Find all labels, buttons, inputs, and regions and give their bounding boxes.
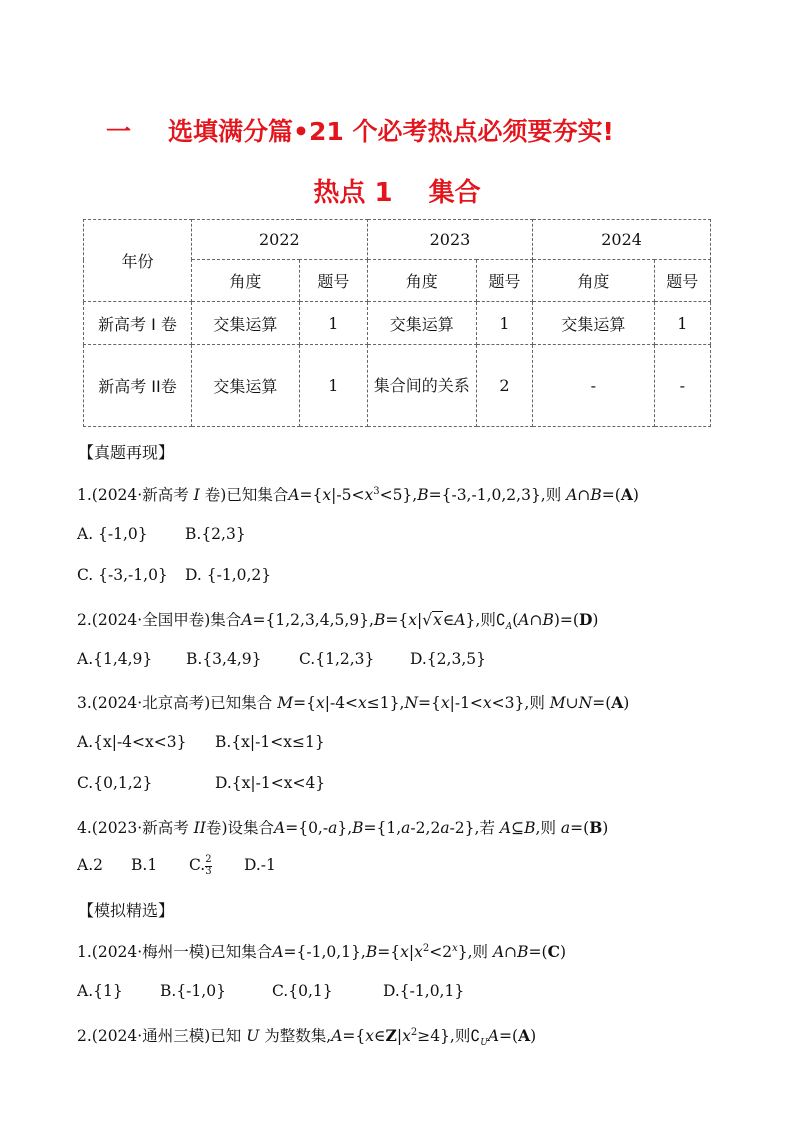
question-1-options — [77, 525, 246, 543]
mock-question-2: 2.(2024·通州三模)已知 U 为整数集$,A=\{x\in Z|x^2\ge 4\}$,则$∁_UA=(A)$ — [77, 1026, 537, 1049]
mock-question-1: 1.(2024·梅州一模)已知集合$A=\{-1,0,1\},B=\{x|x^2<2^x\}$,则 A∩B=(C) — [77, 942, 566, 961]
chapter-number: 一 — [106, 117, 132, 146]
hotspot-label: 热点 1 — [313, 178, 393, 208]
option: D. {-1,0,2} — [185, 566, 272, 584]
section-real-exam: 【真题再现】 — [78, 443, 175, 462]
table-cell: - — [533, 345, 654, 427]
year-header: 年份 — [84, 220, 192, 302]
section-mock: 【模拟精选】 — [78, 901, 175, 920]
number-header: 题号 — [476, 260, 532, 302]
option: D.{x|-1<x<4} — [215, 774, 326, 792]
table-cell: 交集运算 — [191, 345, 299, 427]
option: B.{x|-1<x≤1} — [215, 733, 325, 751]
option: C. $\frac{2}{3}$ — [189, 854, 212, 877]
option: B.{-1,0} — [160, 982, 226, 1000]
option: D.-1 — [244, 856, 276, 874]
option: D.{-1,0,1} — [383, 982, 465, 1000]
table-cell: 交集运算 — [367, 302, 476, 345]
year-2022: 2022 — [191, 220, 367, 260]
table-cell: 2 — [476, 345, 532, 427]
angle-header: 角度 — [533, 260, 654, 302]
question-3-options — [77, 774, 325, 792]
chapter-title-text: 选填满分篇•21 个必考热点必须要夯实! — [168, 117, 614, 146]
number-header: 题号 — [654, 260, 710, 302]
table-cell: 交集运算 — [533, 302, 654, 345]
table-cell: 1 — [299, 302, 367, 345]
question-1-options — [77, 566, 271, 584]
row-name: 新高考 II卷 — [84, 345, 192, 427]
hotspot-topic: 集合 — [428, 178, 481, 208]
option: A.2 — [77, 856, 103, 874]
option: C. {-3,-1,0} — [77, 566, 168, 584]
question-3: 3.(2024·北京高考)已知集合 M={x|-4<x≤1},N={x|-1<x<3},则 M∪N=(A) — [77, 693, 630, 712]
option: C.{1,2,3} — [299, 650, 375, 668]
question-2: 2.(2024·全国甲卷)集合A={1,2,3,4,5,9},B={x|√x∈A},则$∁_A(A\cap B)=(D)$ — [77, 610, 599, 633]
table-cell: 1 — [476, 302, 532, 345]
year-2023: 2023 — [367, 220, 532, 260]
chapter-title — [0, 112, 794, 152]
table-cell: - — [654, 345, 710, 427]
fraction: $\frac{2}{3}$ — [205, 854, 212, 877]
option: A.{1} — [77, 982, 123, 1000]
question-4-options — [77, 852, 276, 878]
option: B.{3,4,9} — [186, 650, 262, 668]
question-2-options — [77, 650, 486, 668]
row-name: 新高考 I 卷 — [84, 302, 192, 345]
option: A.{1,4,9} — [77, 650, 153, 668]
question-4: 4.(2023·新高考 II卷)设集合A={0,-a},B={1,a-2,2a-2},若 A⊆B,则 a=(B) — [77, 818, 609, 837]
question-3-options — [77, 733, 325, 751]
option: D.{2,3,5} — [410, 650, 486, 668]
table-cell: 1 — [654, 302, 710, 345]
number-header: 题号 — [299, 260, 367, 302]
angle-header: 角度 — [191, 260, 299, 302]
table-cell: 1 — [299, 345, 367, 427]
hotspot-title — [0, 172, 794, 209]
year-2024: 2024 — [533, 220, 711, 260]
table-row — [84, 302, 711, 345]
table-row — [84, 345, 711, 427]
option: A. {-1,0} — [77, 525, 148, 543]
angle-header: 角度 — [367, 260, 476, 302]
option: C.{0,1,2} — [77, 774, 153, 792]
table-cell: 集合间的关系 — [367, 345, 476, 427]
option: A.{x|-4<x<3} — [77, 733, 187, 751]
question-1: 1.(2024·新高考 I 卷)已知集合$A=\{x|-5<x^3<5\},B=\{-3,-1,0,2,3\}$,则 A∩B=(A) — [77, 485, 639, 504]
exam-frequency-table — [83, 219, 711, 427]
option: B.{2,3} — [185, 525, 246, 543]
table-cell: 交集运算 — [191, 302, 299, 345]
option: B.1 — [131, 856, 158, 874]
mock-question-1-options — [77, 982, 464, 1000]
option: C.{0,1} — [272, 982, 333, 1000]
